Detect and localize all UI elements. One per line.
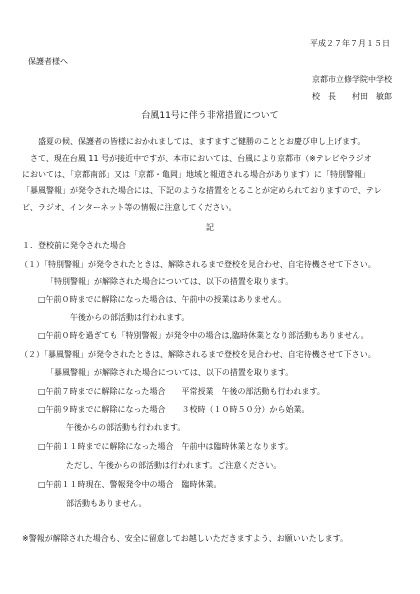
intro-line: ビ、ラジオ、インターネット等の情報に注意してください。	[22, 203, 237, 212]
section-heading: １．登校前に発令された場合	[22, 241, 126, 250]
list-item: □午前９時までに解除になった場合 ３校時（１０時５０分）から始業。	[38, 405, 310, 414]
list-item: □午前１１時までに解除になった場合 午前中は臨時休業となります。	[38, 442, 293, 451]
list-item: 午後からの部活動も行われます。	[66, 423, 186, 432]
principal-name: 校 長 村田 敏郎	[312, 92, 392, 101]
footer-note: ※警報が解除された場合も、安全に留意してお越しいただきますよう、お願いいたします。	[22, 534, 349, 543]
ki-heading: 記	[206, 223, 214, 232]
intro-line: においては、「京都南部」又は「京都・亀岡」地域と報道される場合があります）に「特別警報」	[22, 170, 370, 179]
list-item: □午前０時を過ぎても「特別警報」が発令中の場合は,臨時休業となり部活動もありません。	[38, 331, 369, 340]
list-item: 午後からの部活動は行われます。	[70, 313, 190, 322]
intro-line: 盛夏の候、保護者の皆様におかれましては、ますますご健勝のこととお慶び申し上げます。	[38, 137, 366, 146]
list-item: □午前０時までに解除になった場合は、午前中の授業はありません。	[38, 295, 287, 304]
list-item: □午前１１時現在、警報発令中の場合 臨時休業。	[38, 480, 222, 489]
list-item: □午前７時までに解除になった場合 平常授業 午後の部活動も行われます。	[38, 387, 325, 396]
recipient: 保護者様へ	[28, 57, 68, 66]
item-heading: （１）「特別警報」が発令されたときは、解除されるまで登校を見合わせ、自宅待機させて下さい。	[20, 260, 376, 269]
intro-line: さて、現在台風 11 号が接近中ですが、本市においては、台風により京都市（※テレビやラジオ	[30, 154, 372, 163]
date: 平成２７年７月１５日	[310, 39, 390, 48]
intro-line: 「暴風警報」が発令された場合には、下記のような措置をとることが定められておりますので、テレ	[22, 186, 382, 195]
document-title: 台風11号に伴う非常措置について	[141, 111, 279, 121]
school-name: 京都市立修学院中学校	[312, 75, 392, 84]
list-item: ただし、午後からの部活動は行われます。ご注意ください。	[66, 461, 282, 470]
item-subheading: 「特別警報」が解除された場合については、以下の措置を取ります。	[46, 277, 294, 286]
item-heading: （２）「暴風警報」が発令されたときは、解除されるまで登校を見合わせ、自宅待機させて下さい。	[20, 350, 376, 359]
list-item: 部活動もありません。	[66, 499, 147, 508]
item-subheading: 「暴風警報」が解除された場合については、以下の措置を取ります。	[46, 368, 294, 377]
